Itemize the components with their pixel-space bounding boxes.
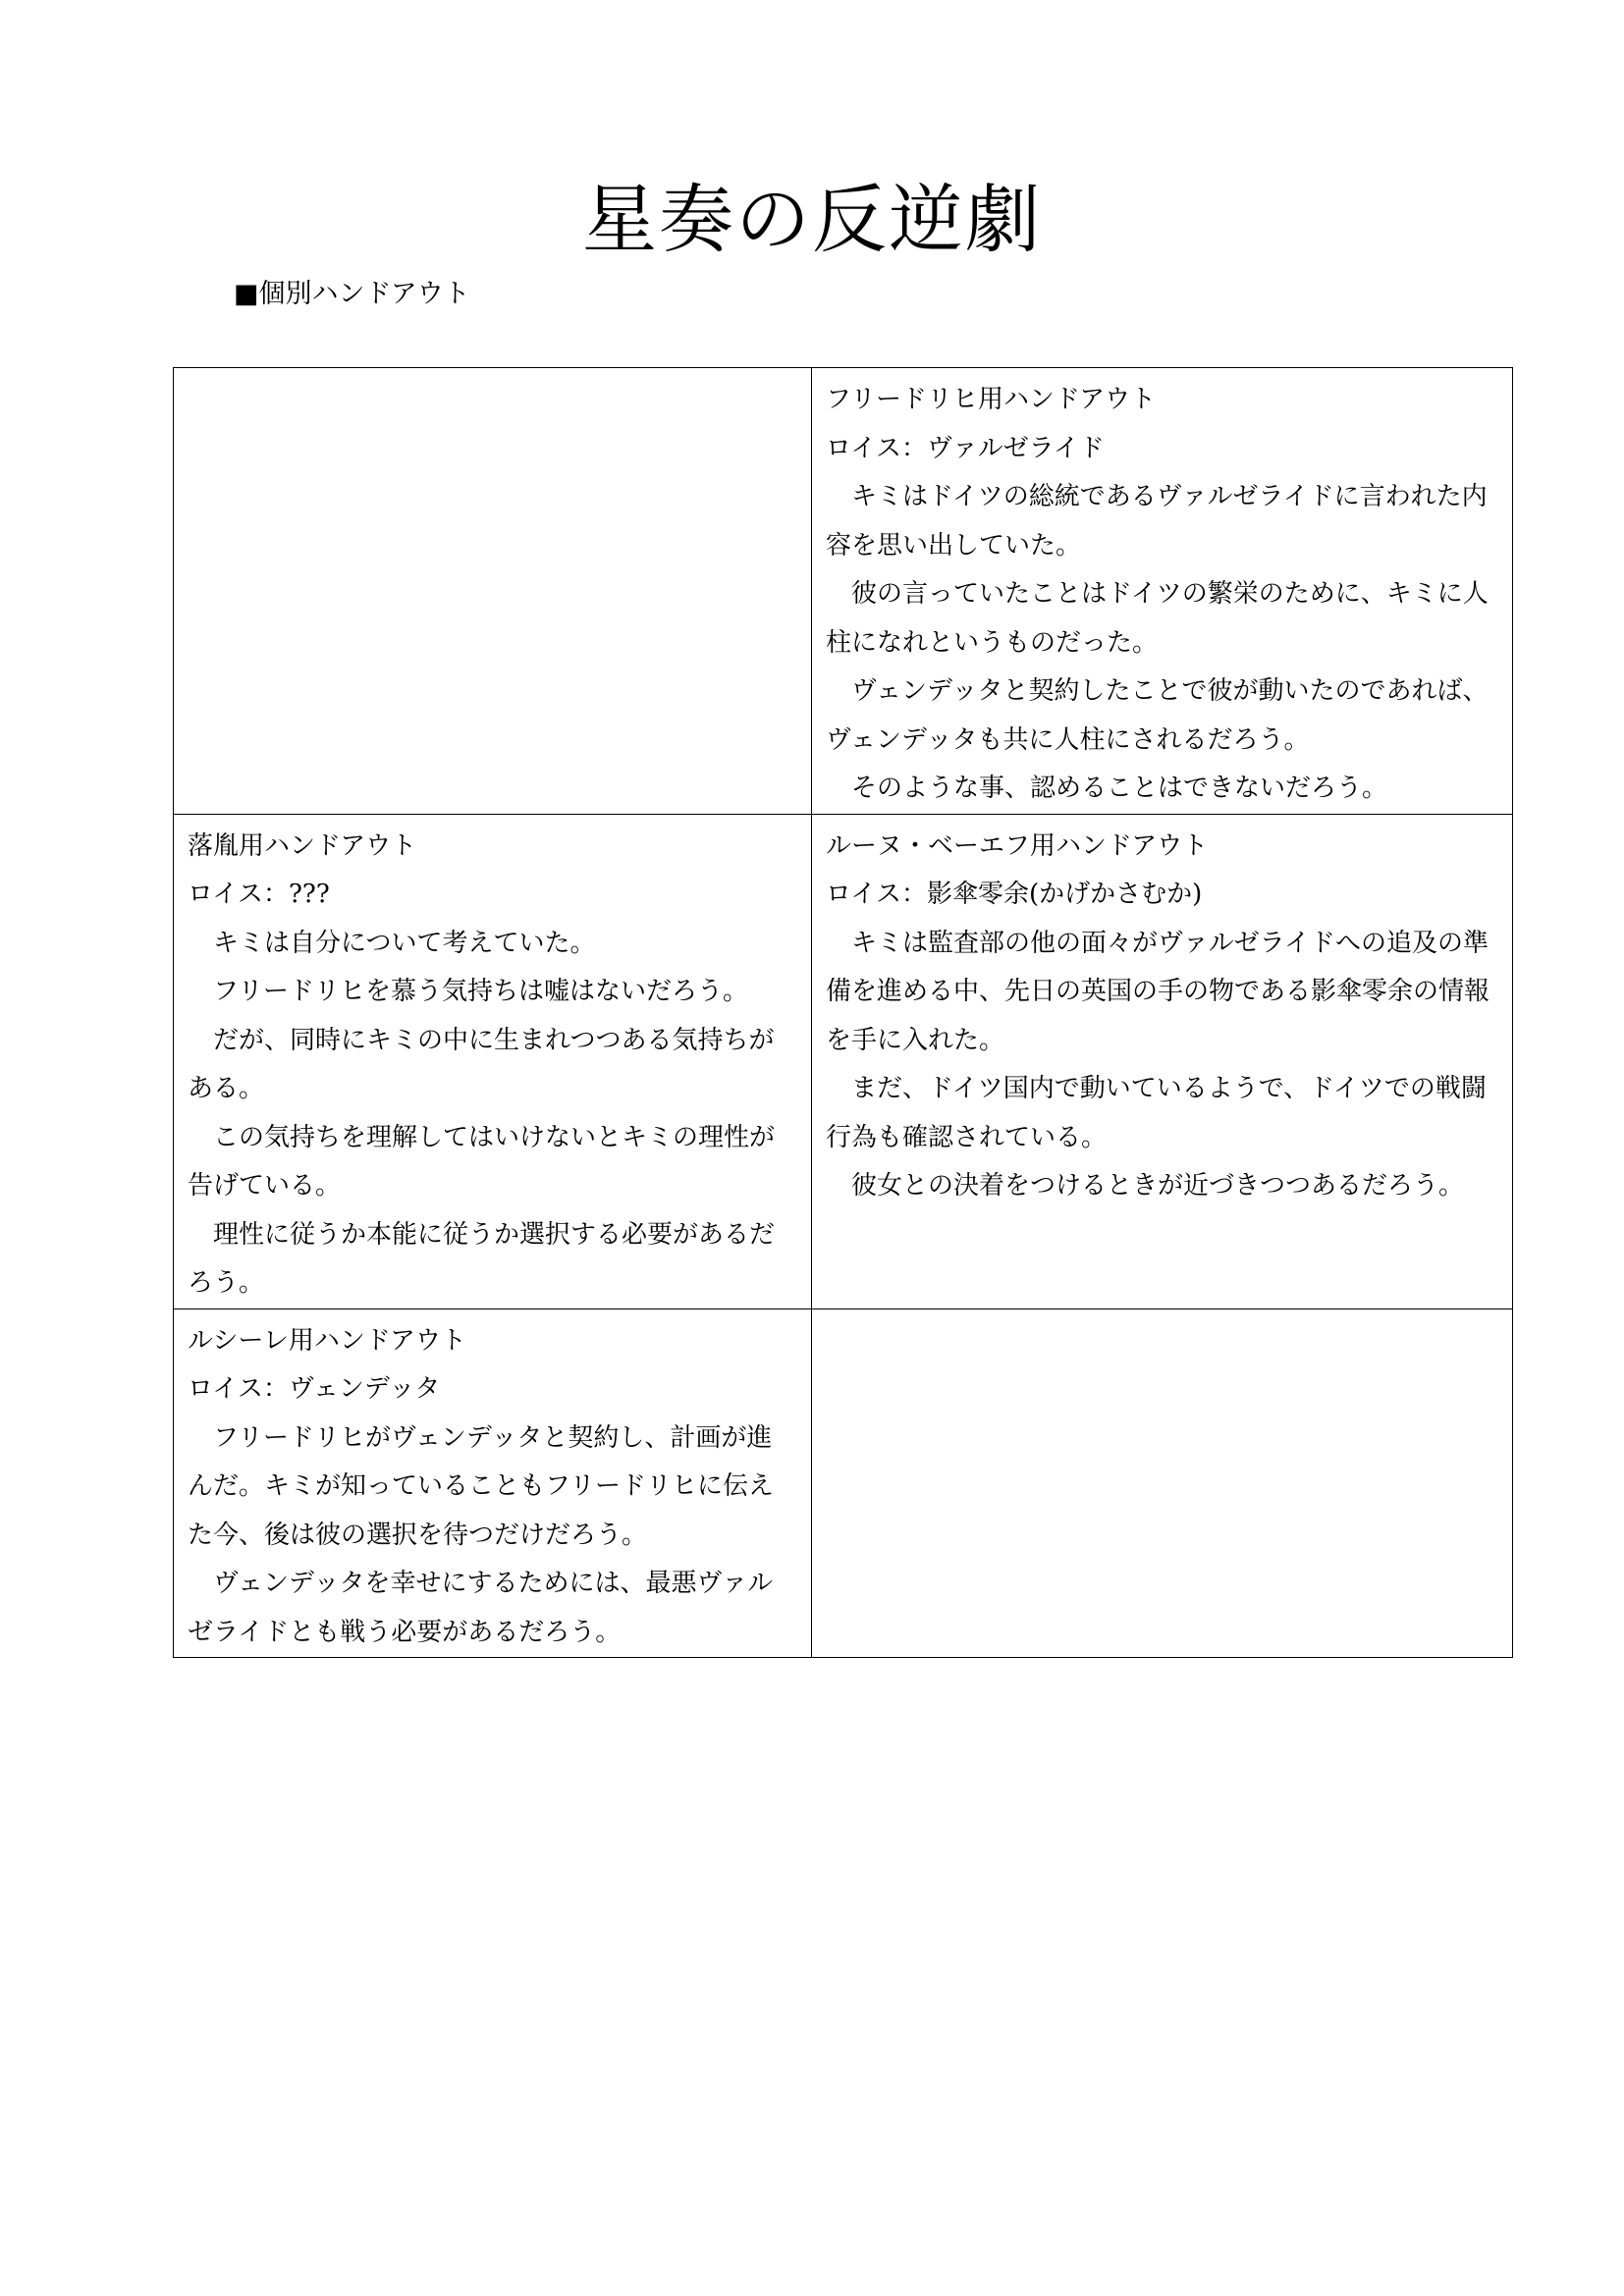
handout-paragraph: 彼女との決着をつけるときが近づきつつあるだろう。 [851,1171,1465,1201]
handout-paragraph: 彼の言っていたことはドイツの繁栄のために、キミに人柱になれというものだった。 [826,579,1489,658]
table-row [174,814,1513,1308]
handout-paragraph: まだ、ドイツ国内で動いているようで、ドイツでの戦闘行為も確認されている。 [826,1074,1487,1152]
handout-heading: 落胤用ハンドアウト [188,830,417,861]
handout-cell-rune [812,814,1513,1308]
handout-lois: ロイス：ヴァルゼライド [826,433,1105,463]
handout-table [173,367,1513,1658]
table-row [174,1308,1513,1658]
handout-paragraph: 理性に従うか本能に従うか選択する必要があるだろう。 [188,1219,776,1298]
handout-heading: ルーヌ・ベーエフ用ハンドアウト [826,830,1209,861]
handout-cell-lucile [174,1308,812,1658]
handout-paragraph: だが、同時にキミの中に生まれつつある気持ちがある。 [188,1025,775,1103]
handout-heading: ルシーレ用ハンドアウト [188,1325,467,1356]
handout-paragraph: キミはドイツの総統であるヴァルゼライドに言われた内容を思い出していた。 [826,482,1488,561]
handout-paragraph: フリードリヒがヴェンデッタと契約し、計画が進んだ。キミが知っていることもフリードリヒに伝えた今、後は彼の選択を待つだけだろう。 [188,1422,774,1550]
handout-heading: フリードリヒ用ハンドアウト [826,385,1157,414]
handout-paragraph: ヴェンデッタと契約したことで彼が動いたのであれば、ヴェンデッタも共に人柱にされるだろう。 [826,676,1489,755]
table-row [174,368,1513,815]
document-title: 星奏の反逆劇 [582,175,1042,263]
handout-paragraph: キミは自分について考えていた。 [213,928,596,958]
handout-lois: ロイス：??? [188,880,330,909]
handout-paragraph: キミは監査部の他の面々がヴァルゼライドへの追及の準備を進める中、先日の英国の手の物である影傘零余の情報を手に入れた。 [826,928,1490,1055]
handout-lois: ロイス：影傘零余(かげかさむか) [826,880,1203,909]
handout-cell-rakuran [174,814,812,1308]
empty-cell [812,1308,1513,1658]
section-heading: ■個別ハンドアウト [234,279,470,309]
handout-paragraph: フリードリヒを慕う気持ちは嘘はないだろう。 [213,977,748,1006]
handout-cell-friedrich [812,368,1513,815]
handout-paragraph: この気持ちを理解してはいけないとキミの理性が告げている。 [188,1122,776,1201]
handout-paragraph: ヴェンデッタを幸せにするためには、最悪ヴァルゼライドとも戦う必要があるだろう。 [188,1569,774,1647]
empty-cell [174,368,812,815]
handout-lois: ロイス：ヴェンデッタ [188,1374,441,1404]
handout-paragraph: そのような事、認めることはできないだろう。 [851,774,1388,803]
